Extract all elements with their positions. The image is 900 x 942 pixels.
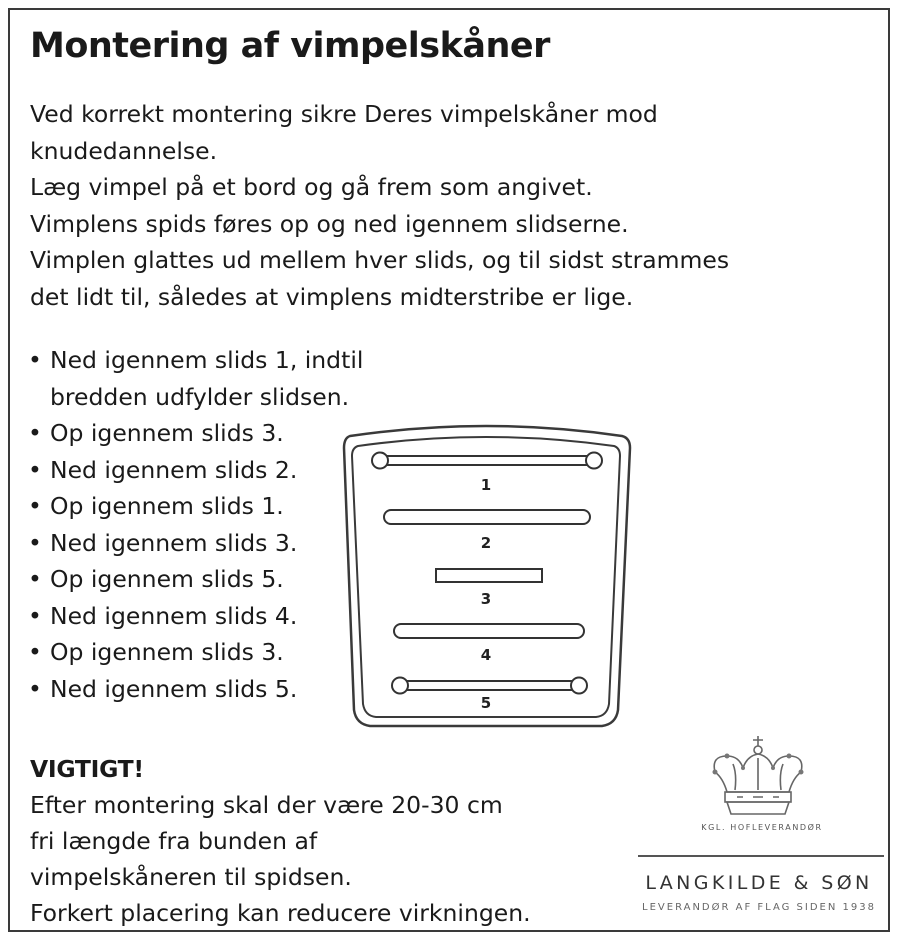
slot-3	[436, 569, 542, 582]
logo-divider	[638, 855, 884, 857]
step-item: • Op igennem slids 3.	[28, 634, 410, 671]
step-item: • Ned igennem slids 5.	[28, 671, 410, 708]
slot-1-hole-left	[372, 453, 388, 469]
slot-2	[384, 510, 590, 524]
step-item: • Ned igennem slids 1, indtil bredden udfylder slidsen.	[28, 342, 410, 415]
slot-4	[394, 624, 584, 638]
slot-label-1: 1	[480, 476, 492, 494]
step-item: • Op igennem slids 5.	[28, 561, 410, 598]
intro-line: det lidt til, således at vimplens midterstribe er lige.	[30, 282, 634, 311]
important-line: Forkert placering kan reducere virkningen.	[30, 899, 531, 927]
slot-5-hole-right	[571, 678, 587, 694]
important-body	[30, 787, 590, 931]
intro-line: knudedannelse.	[30, 136, 218, 165]
slot-label-4: 4	[480, 646, 492, 664]
intro-line: Læg vimpel på et bord og gå frem som angivet.	[30, 173, 593, 201]
intro-text	[30, 96, 850, 315]
step-item: • Ned igennem slids 4.	[28, 598, 410, 635]
slot-label-5: 5	[480, 694, 492, 712]
page-title: Montering af vimpelskåner	[30, 26, 550, 66]
brand-tagline: LEVERANDØR AF FLAG SIDEN 1938	[642, 902, 876, 913]
slot-label-3: 3	[480, 590, 492, 608]
important-line: Efter montering skal der være 20-30 cm	[30, 791, 503, 819]
slot-label-2: 2	[480, 534, 492, 552]
step-item: • Op igennem slids 3.	[28, 415, 410, 452]
step-item: • Op igennem slids 1.	[28, 488, 410, 525]
important-note	[30, 755, 590, 931]
brand-name: LANGKILDE & SØN	[645, 872, 873, 894]
slot-1	[376, 456, 598, 465]
intro-line: Ved korrekt montering sikre Deres vimpelskåner mod	[30, 100, 658, 128]
important-heading: VIGTIGT!	[30, 755, 144, 783]
royal-crown-icon	[703, 734, 813, 820]
royal-purveyor-label: KGL. HOFLEVERANDØR	[701, 823, 823, 832]
important-line: fri længde fra bunden af	[30, 827, 318, 855]
step-item: • Ned igennem slids 3.	[28, 525, 410, 562]
intro-line: Vimplen glattes ud mellem hver slids, og til sidst strammes	[30, 246, 730, 274]
slot-5	[398, 681, 582, 690]
pennant-protector-diagram	[340, 418, 632, 738]
slot-1-hole-right	[586, 453, 602, 469]
step-item: • Ned igennem slids 2.	[28, 452, 410, 489]
slot-5-hole-left	[392, 678, 408, 694]
important-line: vimpelskåneren til spidsen.	[30, 863, 352, 891]
intro-line: Vimplens spids føres op og ned igennem slidserne.	[30, 209, 629, 238]
